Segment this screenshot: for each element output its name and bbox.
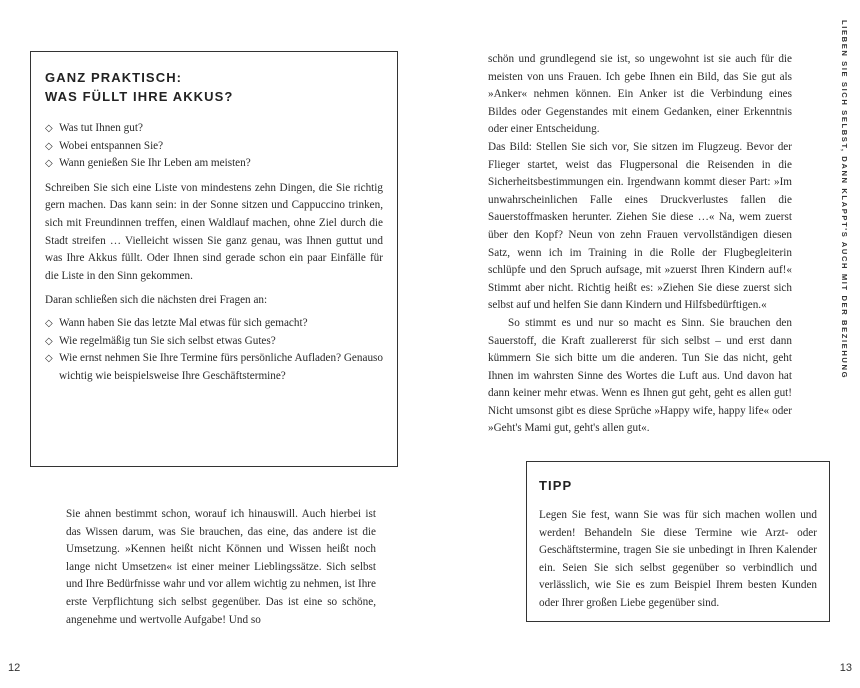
running-head: LIEBEN SIE SICH SELBST, DANN KLAPPT'S AUCH MIT DER BEZIEHUNG: [840, 20, 849, 380]
list-item: [45, 138, 383, 156]
left-body-paragraph: Sie ahnen bestimmt schon, worauf ich hinauswill. Auch hierbei ist das Wissen darum, was Sie brauchen, das eine, das andere ist die Umsetzung. »Kennen heißt nicht Können und Wissen heißt noch lange nicht Umsetzen« ist einer meiner Lieblingssätze. Sich selbst und Ihre Bedürfnisse wahr und vor allem wichtig zu nehmen, ist Ihre erste Verpflichtung sich selbst gegenüber. Das ist eine so schöne, angenehme und wertvolle Aufgabe! Und so: [66, 508, 376, 626]
practical-box-title-line2: WAS FÜLLT IHRE AKKUS?: [45, 89, 234, 104]
list-item: [45, 120, 383, 138]
practical-box-title: [45, 68, 383, 106]
diamond-outline-icon: ◇: [45, 353, 53, 365]
list-item-text: Was tut Ihnen gut?: [59, 122, 143, 134]
diamond-outline-icon: ◇: [45, 335, 53, 347]
list-item-text: Wann haben Sie das letzte Mal etwas für sich gemacht?: [59, 316, 308, 329]
diamond-outline-icon: ◇: [45, 158, 53, 170]
practical-box-body: [45, 120, 383, 385]
tip-box-title: TIPP: [539, 478, 573, 493]
page-number-right: 13: [839, 662, 852, 674]
tip-box-body: [539, 507, 817, 613]
list-item-text: Wie ernst nehmen Sie Ihre Termine fürs persönliche Aufladen? Genauso wichtig wie beispielsweise Ihre Geschäftstermine?: [59, 352, 383, 382]
tip-box-text: Legen Sie fest, wann Sie was für sich machen wollen und werden! Behandeln Sie diese Termine wie Arzt- oder Geschäftstermine, tragen Sie sie unbedingt in Ihren Kalender ein. Seien Sie sich selbst gegenüber so verbindlich und verlässlich, wie Sie es zum Beispiel Ihrem besten Kunden oder Ihrer großen Liebe gegenüber sind.: [539, 509, 817, 609]
practical-box-paragraph: Daran schließen sich die nächsten drei Fragen an:: [45, 294, 268, 307]
practical-box-title-line1: GANZ PRAKTISCH:: [45, 70, 183, 85]
diamond-outline-icon: ◇: [45, 317, 53, 329]
list-item: [45, 350, 383, 385]
list-item-text: Wann genießen Sie Ihr Leben am meisten?: [59, 157, 251, 170]
right-body-paragraph: So stimmt es und nur so macht es Sinn. Sie brauchen den Sauerstoff, die Kraft zuallererst für sich selbst – und erst dann kümmern Sie sich bitte um die anderen. Tun Sie das nicht, geht Ihnen im wahrsten Sinne des Wortes die Luft aus. Und davon hat dann keiner mehr etwas. Wenn es Ihnen gut geht, geht es allen gut! Nicht umsonst gibt es diese Sprüche »Happy wife, happy life« oder »Geht's Mami gut, geht's allen gut«.: [488, 316, 792, 435]
page-number-left: 12: [8, 662, 21, 674]
practical-box: [30, 51, 398, 467]
diamond-outline-icon: ◇: [45, 140, 53, 152]
list-item: [45, 315, 383, 333]
tip-box: [526, 461, 830, 622]
diamond-outline-icon: ◇: [45, 123, 53, 134]
list-item-text: Wobei entspannen Sie?: [59, 139, 164, 152]
practical-box-paragraph: Schreiben Sie sich eine Liste von mindestens zehn Dingen, die Sie richtig gern machen. Das kann sein: in der Sonne sitzen und Cappuccino trinken, sich mit Freundinnen treffen, einen Waldlauf machen, ohne Ziel durch die Stadt streifen … Vielleicht wissen Sie ganz genau, was Ihnen guttut und was Ihre Akkus füllt. Oder Ihnen sind gerade schon ein paar Einfälle für die Liste in den Sinn gekommen.: [45, 181, 383, 282]
list-item-text: Wie regelmäßig tun Sie sich selbst etwas Gutes?: [59, 334, 276, 347]
right-body-paragraph: Das Bild: Stellen Sie sich vor, Sie sitzen im Flugzeug. Bevor der Flieger startet, weist das Flugpersonal die Reisenden in die Sicherheitsbestimmungen ein. Irgendwann kommt dieser Part: »Im unwahrscheinlichen Falle eines Druckverlustes fallen die Sauerstoffmasken herunter. Ziehen Sie diese …« Na, wem zuerst über den Kopf? Neun von zehn Frauen vervollständigen diesen Satz, wenn ich im Training in die Rolle der Flugbegleiterin schlüpfe und den Spruch aufsage, mit »zuerst Ihren Kindern auf!« Stimmt aber nicht. Richtig heißt es: »Ziehen Sie diese zuerst sich selbst auf und helfen Sie dann Kindern und Hilfsbedürftigen.«: [488, 140, 792, 312]
right-body-paragraph: schön und grundlegend sie ist, so ungewohnt ist sie auch für die meisten von uns Frauen. Ich gebe Ihnen ein Bild, das Sie gut als »Anker« nehmen können. Ein Anker ist die Verbindung eines Bildes oder Gegenstandes mit einem Gedanken, einer Erkenntnis oder einer Entscheidung.: [488, 53, 792, 136]
list-item: [45, 333, 383, 351]
list-item: [45, 155, 383, 173]
right-body: [488, 51, 792, 438]
right-page: [430, 0, 860, 688]
